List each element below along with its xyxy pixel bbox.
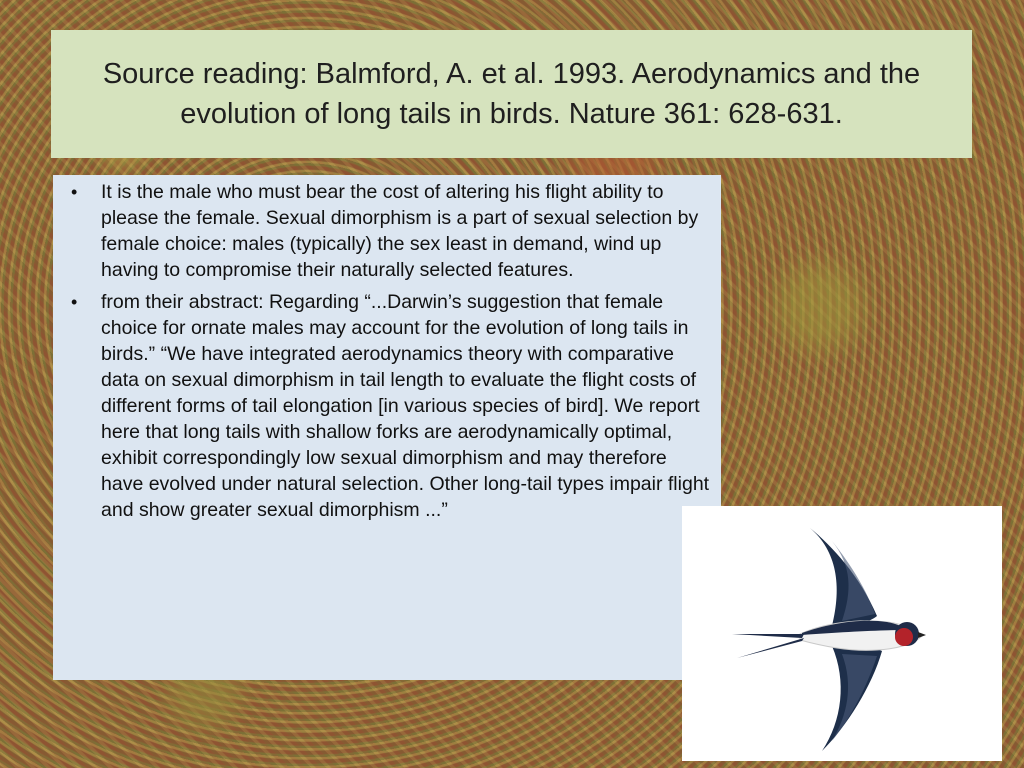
swallow-icon	[682, 506, 1002, 761]
bullet-text: from their abstract: Regarding “...Darwin’s suggestion that female choice for ornate males may account for the evolution of long tails in birds.” “We have integrated aerodynamics theory with comparative data on sexual dimorphism in tail length to evaluate the flight costs of different forms of tail elongation [in various species of bird]. We report here that long tails with shallow forks are aerodynamically optimal, exhibit correspondingly low sexual dimorphism and may therefore have evolved under natural selection. Other long-tail types impair flight and show greater sexual dimorphism ...”	[101, 291, 710, 521]
content-panel	[53, 175, 721, 680]
bullet-icon: •	[71, 182, 78, 202]
slide-title-box	[51, 30, 972, 158]
bullet-text: It is the male who must bear the cost of altering his flight ability to please the female. Sexual dimorphism is a part of sexual selection by female choice: males (typically) the sex least in demand, wind up having to compromise their naturally selected features.	[101, 181, 699, 281]
swallow-bird-image	[682, 506, 1002, 761]
list-item	[71, 179, 711, 283]
slide-title: Source reading: Balmford, A. et al. 1993. Aerodynamics and the evolution of long tails in birds. Nature 361: 628-631.	[102, 58, 921, 130]
list-item	[71, 289, 711, 523]
bullet-list	[71, 179, 711, 523]
bullet-icon: •	[71, 292, 78, 312]
